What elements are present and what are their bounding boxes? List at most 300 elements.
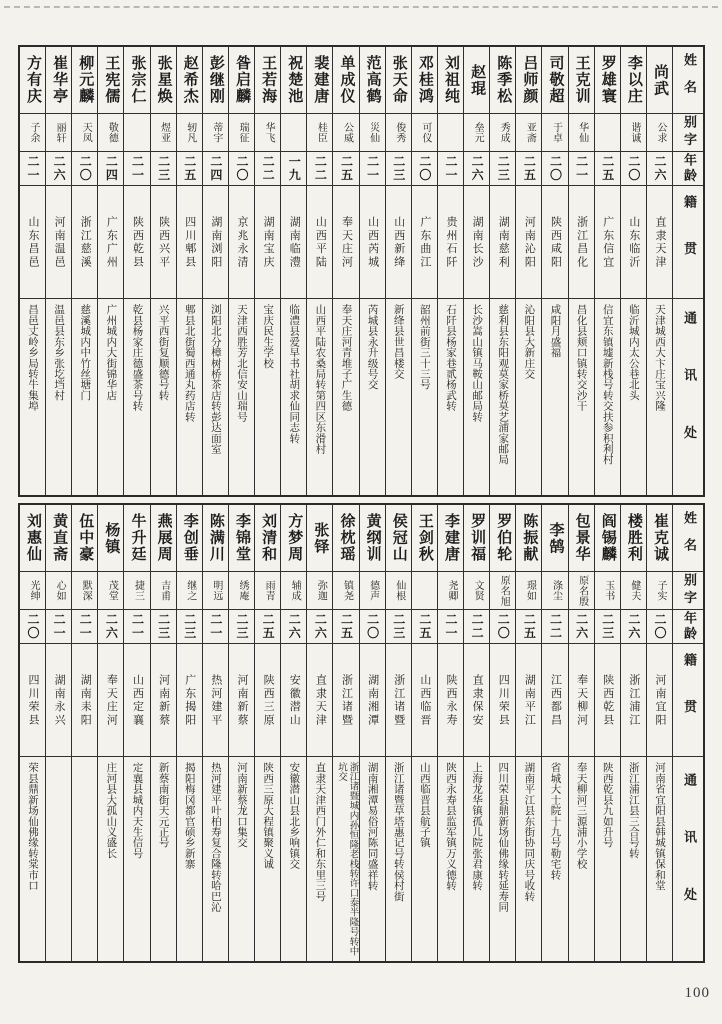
alias-cell: 谐诚 — [621, 113, 646, 151]
alias-cell: 吉甫 — [151, 571, 176, 609]
native-cell: 浙江诸暨 — [386, 643, 411, 756]
entry-column — [332, 505, 358, 961]
entry-column — [280, 505, 306, 961]
entry-column — [385, 505, 411, 961]
name-cell: 李鹄 — [547, 521, 564, 555]
entry-column — [385, 47, 411, 495]
alias-cell: 瑞征 — [229, 113, 254, 151]
entry-column — [489, 47, 515, 495]
alias-cell: 公求 — [647, 113, 672, 151]
alias-cell: 垒元 — [464, 113, 489, 151]
native-cell: 浙江诸暨 — [333, 643, 358, 756]
native-cell: 广东信宜 — [595, 185, 620, 298]
native-cell: 湖南耒阳 — [72, 643, 97, 756]
name-cell: 赵琨 — [469, 63, 486, 97]
age-cell: 二二 — [255, 151, 280, 185]
name-cell: 王宪儒 — [103, 55, 120, 105]
native-cell: 陕西乾县 — [124, 185, 149, 298]
contact-cell: 陕西永寿县监军镇万义德转 — [438, 756, 463, 961]
native-cell: 河南新蔡 — [151, 643, 176, 756]
contact-cell: 河南省宜阳县韩城镇保和堂 — [647, 756, 672, 961]
alias-cell: 健夫 — [621, 571, 646, 609]
age-cell: 二〇 — [360, 609, 385, 643]
entry-column — [202, 505, 228, 961]
header-column — [672, 505, 703, 961]
name-cell: 张铎 — [312, 521, 329, 555]
entry-column — [150, 505, 176, 961]
alias-cell — [281, 113, 306, 151]
contact-cell: 兴平西街复顺德号转 — [151, 298, 176, 495]
alias-cell: 捷三 — [124, 571, 149, 609]
entry-column — [594, 47, 620, 495]
alias-cell: 子余 — [20, 113, 45, 151]
native-cell: 湖南长沙 — [464, 185, 489, 298]
age-cell: 二三 — [490, 151, 515, 185]
native-cell: 安徽潜山 — [281, 643, 306, 756]
alias-cell: 弥迦 — [307, 571, 332, 609]
name-cell: 王若海 — [260, 55, 277, 105]
alias-cell: 災仙 — [360, 113, 385, 151]
name-cell: 黄纲训 — [364, 513, 381, 563]
age-cell: 二一 — [438, 609, 463, 643]
entry-column — [71, 505, 97, 961]
age-cell: 二六 — [464, 151, 489, 185]
native-cell: 河南宜阳 — [647, 643, 672, 756]
contact-cell: 宝庆民生学校 — [255, 298, 280, 495]
directory-table-top — [18, 45, 705, 497]
name-cell: 楼胜利 — [625, 513, 642, 563]
alias-cell: 丽轩 — [46, 113, 71, 151]
header-name-cell: 姓名 — [682, 510, 697, 566]
name-cell: 罗伯轮 — [495, 513, 512, 563]
age-cell: 二三 — [386, 609, 411, 643]
name-cell: 祝楚池 — [286, 55, 303, 105]
name-cell: 李锦堂 — [234, 513, 250, 563]
age-cell: 二六 — [46, 151, 71, 185]
age-cell: 二一 — [20, 151, 45, 185]
entry-column — [97, 505, 123, 961]
native-cell: 直隶天津 — [647, 185, 672, 298]
native-cell: 陕西兴平 — [151, 185, 176, 298]
alias-cell — [595, 113, 620, 151]
native-cell: 湖南湘潭 — [360, 643, 385, 756]
age-cell: 二四 — [203, 151, 228, 185]
contact-cell: 温邑县东乡张圪垱村 — [46, 298, 71, 495]
header-column — [672, 47, 703, 495]
age-cell: 二〇 — [542, 151, 567, 185]
entry-column — [411, 505, 437, 961]
alias-cell: 煜亚 — [151, 113, 176, 151]
age-cell: 二一 — [124, 609, 149, 643]
age-cell: 二五 — [333, 609, 358, 643]
entry-column — [254, 505, 280, 961]
native-cell: 奉天柳河 — [569, 643, 594, 756]
header-alias-cell: 别字 — [673, 113, 703, 151]
contact-cell: 陕西乾县九如升号 — [595, 756, 620, 961]
alias-cell: 继之 — [177, 571, 202, 609]
native-cell: 山西定襄 — [124, 643, 149, 756]
name-cell: 赵希杰 — [181, 55, 198, 105]
name-cell: 陈满川 — [207, 513, 224, 563]
name-cell: 李创垂 — [181, 513, 198, 563]
native-cell: 浙江浦江 — [621, 643, 646, 756]
header-age-cell: 年龄 — [673, 609, 703, 643]
entry-column — [463, 505, 489, 961]
name-cell: 张宗仁 — [129, 55, 146, 105]
name-cell: 徐枕瑶 — [338, 513, 355, 563]
age-cell: 二五 — [177, 151, 202, 185]
contact-cell: 昌化县颊口镇转交沙干 — [569, 298, 594, 495]
alias-cell: 镇尧 — [333, 571, 358, 609]
name-cell: 伍中豪 — [77, 513, 94, 563]
contact-cell: 信宜东镇墟新栈号转交扶参积利村 — [595, 298, 620, 495]
alias-cell: 文贤 — [464, 571, 489, 609]
contact-cell: 长沙嵩山镇马鞍山邮局转 — [464, 298, 489, 495]
native-cell: 湖南宝庆 — [255, 185, 280, 298]
native-cell: 山西新绛 — [386, 185, 411, 298]
age-cell: 二三 — [151, 151, 176, 185]
alias-cell: 仙根 — [386, 571, 411, 609]
native-cell: 山东昌邑 — [20, 185, 45, 298]
name-cell: 罗雄寰 — [599, 55, 616, 105]
contact-cell: 山西平陆农桑局转第四区东滑村 — [307, 298, 332, 495]
entry-column — [306, 47, 332, 495]
entry-column — [45, 505, 71, 961]
name-cell: 王克训 — [573, 55, 590, 105]
header-alias-cell: 别字 — [673, 571, 703, 609]
native-cell: 山西芮城 — [360, 185, 385, 298]
page-edge-perforation-marks — [4, 6, 718, 8]
alias-cell: 秀成 — [490, 113, 515, 151]
native-cell: 广东广州 — [98, 185, 123, 298]
name-cell: 刘清和 — [260, 513, 277, 563]
alias-cell: 天凤 — [72, 113, 97, 151]
contact-cell: 浙江诸暨城内孙恒隆老栈转许口泰半隆号转中坑交 — [333, 756, 358, 961]
contact-cell: 直隶天津西门外仁和东里三号 — [307, 756, 332, 961]
age-cell: 二〇 — [20, 609, 45, 643]
entry-column — [254, 47, 280, 495]
alias-cell — [412, 571, 437, 609]
age-cell: 二六 — [307, 609, 332, 643]
contact-cell: 安徽潜山县北乡响镇交 — [281, 756, 306, 961]
name-cell: 王剑秋 — [416, 513, 433, 563]
contact-cell: 揭阳梅冈都官硕乡新寨 — [177, 756, 202, 961]
entry-column — [437, 505, 463, 961]
contact-cell: 河南新蔡龙口集交 — [229, 756, 254, 961]
entry-column — [20, 47, 45, 495]
name-cell: 裴建唐 — [312, 55, 329, 105]
native-cell: 山西平陆 — [307, 185, 332, 298]
contact-cell: 乾县杨家庄德盛茶号转 — [124, 298, 149, 495]
entry-column — [568, 47, 594, 495]
age-cell: 二〇 — [621, 151, 646, 185]
name-cell: 司敬超 — [547, 55, 564, 105]
alias-cell: 于卓 — [542, 113, 567, 151]
entry-column — [71, 47, 97, 495]
alias-cell: 原名殷 — [569, 571, 594, 609]
name-cell: 黄直斋 — [51, 513, 68, 563]
entry-column — [463, 47, 489, 495]
age-cell: 二二 — [542, 609, 567, 643]
age-cell: 一九 — [281, 151, 306, 185]
native-cell: 四川荣县 — [490, 643, 515, 756]
name-cell: 尚武 — [652, 63, 668, 97]
alias-cell: 涤尘 — [542, 571, 567, 609]
entry-column — [620, 505, 646, 961]
alias-cell: 俊秀 — [386, 113, 411, 151]
age-cell: 二五 — [516, 609, 541, 643]
entry-column — [332, 47, 358, 495]
alias-cell: 明远 — [203, 571, 228, 609]
alias-cell: 蒂宇 — [203, 113, 228, 151]
age-cell: 二〇 — [412, 151, 437, 185]
native-cell: 广东揭阳 — [177, 643, 202, 756]
alias-cell: 心如 — [46, 571, 71, 609]
name-cell: 陈振献 — [521, 513, 538, 563]
header-age-cell: 年龄 — [673, 151, 703, 185]
age-cell: 二六 — [98, 609, 123, 643]
contact-cell: 韶州前街三十三号 — [412, 298, 437, 495]
contact-cell: 临澧县爱早书社胡求仙同志转 — [281, 298, 306, 495]
entry-column — [620, 47, 646, 495]
entry-column — [97, 47, 123, 495]
name-cell: 邓桂鸿 — [416, 55, 433, 105]
entry-column — [646, 47, 672, 495]
entry-column — [359, 505, 385, 961]
native-cell: 山西临晋 — [412, 643, 437, 756]
name-cell: 牛升廷 — [129, 513, 146, 563]
alias-cell: 亚斋 — [516, 113, 541, 151]
entry-column — [515, 47, 541, 495]
age-cell: 二〇 — [647, 609, 672, 643]
name-cell: 李以庄 — [625, 55, 642, 105]
contact-cell: 四川荣县鼎新场仙佛缘转延寿同 — [490, 756, 515, 961]
native-cell: 浙江昌化 — [569, 185, 594, 298]
age-cell: 二〇 — [229, 151, 254, 185]
native-cell: 直隶天津 — [307, 643, 332, 756]
age-cell: 二一 — [569, 151, 594, 185]
header-contact-cell: 通讯处 — [673, 756, 703, 961]
contact-cell: 昌邑丈岭乡局转牛集埠 — [20, 298, 45, 495]
contact-cell: 热河建平叶柏寿复合隆转哈巴沁 — [203, 756, 228, 961]
age-cell: 二一 — [72, 609, 97, 643]
contact-cell: 广州城内大街锦华店 — [98, 298, 123, 495]
native-cell: 奉天庄河 — [98, 643, 123, 756]
native-cell: 奉天庄河 — [333, 185, 358, 298]
native-cell: 湖南临澧 — [281, 185, 306, 298]
contact-cell: 天津西胜芳北信安山瑞号 — [229, 298, 254, 495]
native-cell: 四川荣县 — [20, 643, 45, 756]
entry-column — [359, 47, 385, 495]
age-cell: 二五 — [412, 609, 437, 643]
name-cell: 阎锡麟 — [599, 513, 616, 563]
age-cell: 二〇 — [490, 609, 515, 643]
entry-column — [202, 47, 228, 495]
age-cell: 二一 — [124, 151, 149, 185]
name-cell: 罗训福 — [469, 513, 486, 563]
name-cell: 燕展周 — [155, 513, 172, 563]
contact-cell: 新绛县世昌楼交 — [386, 298, 411, 495]
contact-cell: 临沂城内太公巷北头 — [621, 298, 646, 495]
alias-cell: 尧卿 — [438, 571, 463, 609]
entry-column — [20, 505, 45, 961]
name-cell: 包景华 — [573, 513, 590, 563]
header-native-cell: 籍贯 — [673, 643, 703, 756]
alias-cell: 桂臣 — [307, 113, 332, 151]
age-cell: 二四 — [98, 151, 123, 185]
contact-cell: 郫县北街蜀西通丸药店转 — [177, 298, 202, 495]
entry-column — [228, 505, 254, 961]
entry-column — [176, 505, 202, 961]
native-cell: 河南温邑 — [46, 185, 71, 298]
contact-cell: 荣县鼎新场仙佛缘转棠市口 — [20, 756, 45, 961]
age-cell: 二一 — [203, 609, 228, 643]
contact-cell — [46, 756, 71, 961]
age-cell: 二一 — [360, 151, 385, 185]
age-cell: 二六 — [281, 609, 306, 643]
name-cell: 陈季松 — [495, 55, 512, 105]
native-cell: 广东曲江 — [412, 185, 437, 298]
age-cell: 二六 — [647, 151, 672, 185]
native-cell: 陕西三原 — [255, 643, 280, 756]
name-cell: 单成仪 — [338, 55, 355, 105]
native-cell: 湖南永兴 — [46, 643, 71, 756]
contact-cell: 山西临晋县航子镇 — [412, 756, 437, 961]
age-cell: 二二 — [307, 151, 332, 185]
native-cell: 陕西乾县 — [595, 643, 620, 756]
name-cell: 范高鹤 — [364, 55, 381, 105]
entry-column — [594, 505, 620, 961]
contact-cell: 省城大士院十九号勒宅转 — [542, 756, 567, 961]
entry-column — [123, 505, 149, 961]
alias-cell: 璟如 — [516, 571, 541, 609]
entry-column — [280, 47, 306, 495]
native-cell: 湖南浏阳 — [203, 185, 228, 298]
name-cell: 张天命 — [390, 55, 407, 105]
age-cell: 二五 — [333, 151, 358, 185]
alias-cell — [438, 113, 463, 151]
contact-cell: 石阡县杨家巷贰杨武转 — [438, 298, 463, 495]
contact-cell: 湖南湘潭易俗河陈同盛祥转 — [360, 756, 385, 961]
age-cell: 二〇 — [72, 151, 97, 185]
entry-column — [541, 505, 567, 961]
header-contact-cell: 通讯处 — [673, 298, 703, 495]
age-cell: 二二 — [464, 609, 489, 643]
contact-cell: 湖南平江县东街协同庆号收转 — [516, 756, 541, 961]
entry-column — [515, 505, 541, 961]
contact-cell: 奉天柳河三源浦小学校 — [569, 756, 594, 961]
header-name-cell: 姓名 — [682, 52, 697, 108]
entry-column — [228, 47, 254, 495]
native-cell: 湖南平江 — [516, 643, 541, 756]
name-cell: 昝启麟 — [234, 55, 250, 105]
alias-cell: 雨青 — [255, 571, 280, 609]
native-cell: 京兆永清 — [229, 185, 254, 298]
contact-cell: 咸阳月盛福 — [542, 298, 567, 495]
name-cell: 崔华亭 — [51, 55, 68, 105]
contact-cell: 慈溪城内中竹丝塘门 — [72, 298, 97, 495]
native-cell: 直隶保安 — [464, 643, 489, 756]
name-cell: 侯冠山 — [390, 513, 407, 563]
age-cell: 二五 — [595, 151, 620, 185]
age-cell: 二三 — [151, 609, 176, 643]
alias-cell: 公威 — [333, 113, 358, 151]
alias-cell: 德声 — [360, 571, 385, 609]
entry-column — [541, 47, 567, 495]
alias-cell: 原名旭 — [490, 571, 515, 609]
age-cell: 二三 — [177, 609, 202, 643]
name-cell: 杨镇 — [103, 521, 120, 555]
name-cell: 方梦周 — [286, 513, 303, 563]
alias-cell: 可仪 — [412, 113, 437, 151]
contact-cell: 沁阳县大新庄交 — [516, 298, 541, 495]
native-cell: 热河建平 — [203, 643, 228, 756]
entry-column — [176, 47, 202, 495]
contact-cell: 浙江诸暨草塔惠记号转侯村街 — [386, 756, 411, 961]
contact-cell: 庄河县大孤山义盛长 — [98, 756, 123, 961]
name-cell: 张星焕 — [155, 55, 172, 105]
age-cell: 二六 — [569, 609, 594, 643]
directory-table-bottom — [18, 503, 705, 963]
entry-column — [45, 47, 71, 495]
alias-cell: 辅成 — [281, 571, 306, 609]
entry-column — [568, 505, 594, 961]
header-native-cell: 籍贯 — [673, 185, 703, 298]
name-cell: 吕师颜 — [521, 55, 538, 105]
entry-column — [646, 505, 672, 961]
alias-cell: 敬德 — [98, 113, 123, 151]
age-cell: 二六 — [621, 609, 646, 643]
name-cell: 刘祖纯 — [443, 55, 459, 105]
contact-cell: 浙江浦江县三合号转 — [621, 756, 646, 961]
native-cell: 陕西永寿 — [438, 643, 463, 756]
contact-cell: 天津城西大卞庄宝兴隆 — [647, 298, 672, 495]
entry-column — [150, 47, 176, 495]
alias-cell: 华飞 — [255, 113, 280, 151]
native-cell: 河南沁阳 — [516, 185, 541, 298]
native-cell: 湖南慈利 — [490, 185, 515, 298]
native-cell: 浙江慈溪 — [72, 185, 97, 298]
alias-cell: 光绅 — [20, 571, 45, 609]
contact-cell — [72, 756, 97, 961]
native-cell: 山东临沂 — [621, 185, 646, 298]
alias-cell: 默深 — [72, 571, 97, 609]
native-cell: 江西都昌 — [542, 643, 567, 756]
contact-cell: 新蔡南街天元正号 — [151, 756, 176, 961]
alias-cell: 茂堂 — [98, 571, 123, 609]
name-cell: 方有庆 — [25, 55, 41, 105]
contact-cell: 浏阳北分樟树桥茶店转彭达面室 — [203, 298, 228, 495]
alias-cell: 子实 — [647, 571, 672, 609]
contact-cell: 定襄县城内天生信号 — [124, 756, 149, 961]
age-cell: 二三 — [386, 151, 411, 185]
age-cell: 二五 — [516, 151, 541, 185]
entry-column — [437, 47, 463, 495]
entry-column — [123, 47, 149, 495]
name-cell: 刘惠仙 — [25, 513, 41, 563]
native-cell: 河南新蔡 — [229, 643, 254, 756]
name-cell: 李建唐 — [443, 513, 459, 563]
page-number: 100 — [684, 985, 710, 1001]
age-cell: 二三 — [229, 609, 254, 643]
alias-cell — [124, 113, 149, 151]
native-cell: 贵州石阡 — [438, 185, 463, 298]
age-cell: 二一 — [438, 151, 463, 185]
age-cell: 二三 — [595, 609, 620, 643]
alias-cell: 绣庵 — [229, 571, 254, 609]
contact-cell: 陕西三原大程镇聚义诚 — [255, 756, 280, 961]
contact-cell: 慈利县东阳观莫家桥莫艺浦家邮局 — [490, 298, 515, 495]
